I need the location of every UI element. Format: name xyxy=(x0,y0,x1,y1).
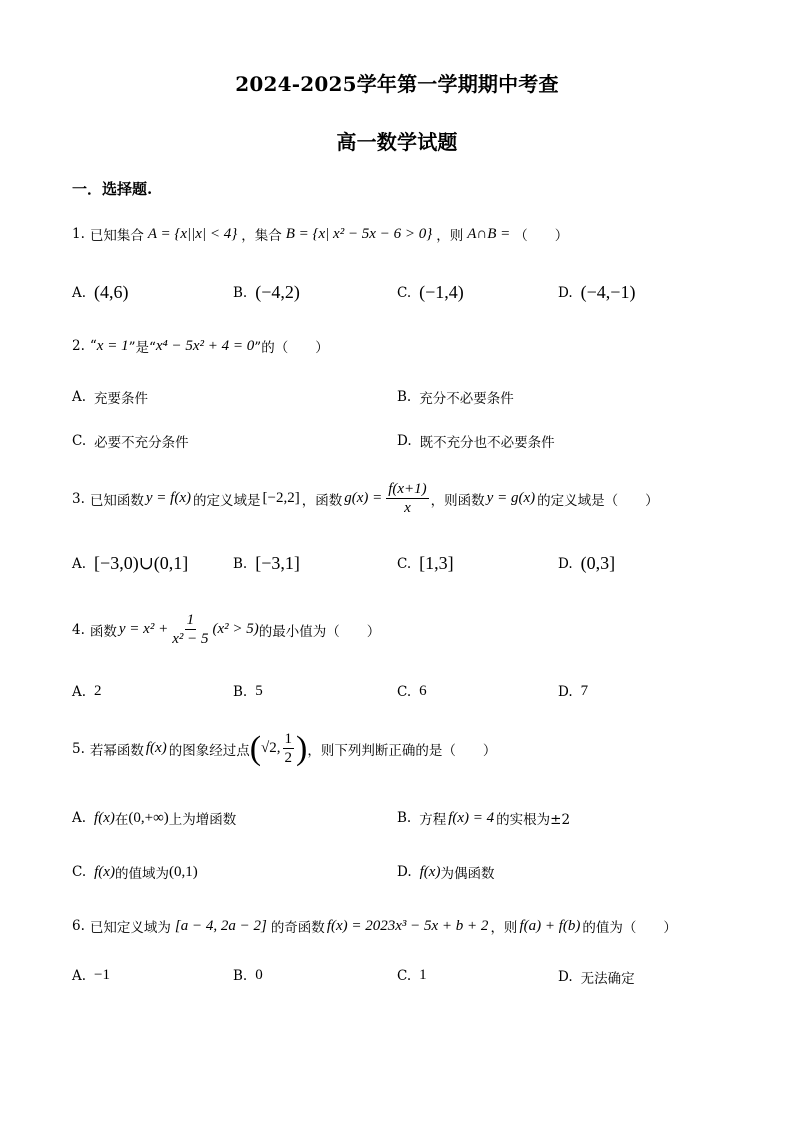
question-text: 的图象经过点 xyxy=(168,742,250,759)
question-text: ，则 xyxy=(436,228,464,244)
question-1 xyxy=(72,224,732,244)
math-expression: f(a) + f(b) xyxy=(519,917,581,934)
option-c: C. 6 xyxy=(397,683,427,700)
option-d: D. (−4,−1) xyxy=(558,282,636,302)
math-expression: f(x) = 2023x³ − 5x + b + 2 xyxy=(326,917,489,934)
option-c: C. f(x) 的值域为 (0,1) xyxy=(72,863,198,882)
math-expression: [a − 4, 2a − 2] xyxy=(174,917,267,934)
math-expression: x = 1 xyxy=(96,337,129,354)
fraction: $\frac{f(x+1)}{x}$ xyxy=(388,481,427,516)
question-text: “ xyxy=(89,338,97,354)
option-b: B. 充分不必要条件 xyxy=(397,389,514,407)
question-text: 的值为（ ） xyxy=(582,920,677,936)
exam-title: 2024-2025学年第一学期期中考查 xyxy=(235,72,559,96)
option-c: C. (−1,4) xyxy=(397,282,464,302)
question-text: ，集合 xyxy=(241,228,282,244)
option-b: B. 方程 f(x) = 4 的实根为±2 xyxy=(397,809,571,828)
question-number: 1. xyxy=(72,226,85,242)
math-expression: A = {x||x| < 4} xyxy=(147,225,238,242)
question-text: 已知定义域为 xyxy=(89,920,171,936)
right-paren: ) xyxy=(296,729,308,767)
math-expression: √2, xyxy=(261,740,281,756)
option-a: A. 2 xyxy=(72,683,102,700)
option-b: B. (−4,2) xyxy=(233,282,300,302)
math-expression: g(x) = xyxy=(344,490,383,506)
math-expression: x⁴ − 5x² + 4 = 0 xyxy=(155,337,255,354)
math-expression: (x² > 5) xyxy=(212,621,259,637)
option-b: B. 0 xyxy=(233,967,263,984)
question-text: ，则函数 xyxy=(430,492,485,509)
question-2 xyxy=(72,336,732,356)
question-text: 的定义域是（ ） xyxy=(537,492,659,509)
option-a: A. 充要条件 xyxy=(72,389,149,407)
question-4 xyxy=(72,611,732,648)
question-text: ，函数 xyxy=(301,492,343,509)
question-text: 的最小值为（ ） xyxy=(258,623,381,640)
option-b: B. 5 xyxy=(233,683,263,700)
option-d: D. 既不充分也不必要条件 xyxy=(397,433,555,451)
question-number: 3. xyxy=(72,490,85,507)
option-a: A. f(x) 在 (0,+∞) 上为增函数 xyxy=(72,809,237,828)
section-heading: 一．选择题. xyxy=(72,180,153,198)
question-text: ，则下列判断正确的是（ ） xyxy=(307,742,497,759)
question-5 xyxy=(72,730,732,767)
question-text: 函数 xyxy=(89,623,117,640)
option-a: A. −1 xyxy=(72,967,111,984)
question-6 xyxy=(72,916,732,936)
question-number: 5. xyxy=(72,740,85,757)
option-d: D. 7 xyxy=(558,683,589,700)
math-expression: B = {x| x² − 5x − 6 > 0} xyxy=(285,225,433,242)
question-text: 若幂函数 xyxy=(89,742,144,759)
fraction: $\frac{1}{2}$ xyxy=(284,731,293,766)
left-paren: ( xyxy=(249,729,262,767)
option-c: C. [1,3] xyxy=(397,553,454,573)
math-expression: f(x) xyxy=(145,740,167,756)
option-c: C. 1 xyxy=(397,967,427,984)
option-c: C. 必要不充分条件 xyxy=(72,433,189,451)
math-expression: [−2,2] xyxy=(262,490,300,506)
question-text: 的奇函数 xyxy=(270,920,325,936)
question-number: 6. xyxy=(72,918,85,934)
fraction: $\frac{1}{\text{x² − 5}}$ xyxy=(172,612,209,647)
option-a: A. [−3,0)∪(0,1] xyxy=(72,553,189,573)
question-number: 2. xyxy=(72,338,85,354)
math-expression: y = g(x) xyxy=(486,490,536,506)
math-expression: y = x² + xyxy=(118,621,169,637)
option-a: A. (4,6) xyxy=(72,282,129,302)
math-expression: A∩B = xyxy=(467,225,511,242)
option-b: B. [−3,1] xyxy=(233,553,300,573)
question-text: 的定义域是 xyxy=(193,492,261,509)
option-d: D. 无法确定 xyxy=(558,969,635,987)
question-text: （ ） xyxy=(514,228,569,244)
question-text: ，则 xyxy=(490,920,518,936)
exam-subtitle: 高一数学试题 xyxy=(336,130,458,154)
math-expression: y = f(x) xyxy=(145,490,191,506)
question-text: 已知集合 xyxy=(89,228,144,244)
question-text: 已知函数 xyxy=(89,492,144,509)
question-text: ”的（ ） xyxy=(254,340,329,356)
question-number: 4. xyxy=(72,621,85,638)
question-text: ”是“ xyxy=(128,340,156,356)
option-d: D. f(x) 为偶函数 xyxy=(397,863,495,882)
question-3 xyxy=(72,480,732,517)
option-d: D. (0,3] xyxy=(558,553,616,573)
